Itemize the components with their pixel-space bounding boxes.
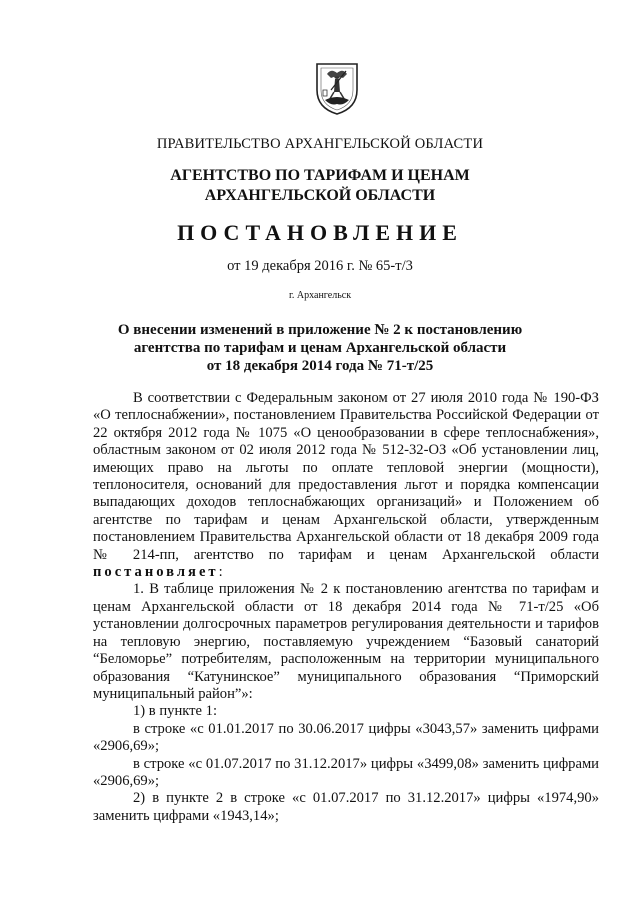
preamble-text: В соответствии с Федеральным законом от 27 июля 2010 года № 190-ФЗ «О теплоснабжении», постановлением Правительства Российской Федерации от 22 октября 2012 года № 1075 «О ценообразовании в сфере теплоснабжения», областным законом от 02 июля 2012 года № 512-32-ОЗ «Об установлении лиц, имеющих право на льготы по оплате тепловой энергии (мощности), теплоносителя, оснований для предоставления льгот и порядка компенсации выпадающих доходов теплоснабжающих организаций» и Положением об агентстве по тарифам и ценам Архангельской области, утвержденным постановлением Правительства Архангельской области от 18 декабря 2009 года № 214-пп, агентство по тарифам и ценам Архангельской области bbox=[93, 390, 599, 563]
document-type: ПОСТАНОВЛЕНИЕ bbox=[177, 220, 463, 245]
coat-of-arms-icon bbox=[313, 60, 361, 116]
document-title bbox=[0, 321, 640, 375]
agency-line-1: АГЕНТСТВО ПО ТАРИФАМ И ЦЕНАМ bbox=[170, 167, 470, 184]
item-1-2-paragraph: 2) в пункте 2 в строке «с 01.07.2017 по 31.12.2017» цифры «1974,90» заменить цифрами «1943,14»; bbox=[93, 790, 599, 824]
agency-name bbox=[0, 166, 640, 206]
title-line-2: агентства по тарифам и ценам Архангельской области bbox=[133, 340, 507, 356]
preamble-end: : bbox=[218, 564, 223, 581]
item-1-1a-paragraph: в строке «с 01.01.2017 по 30.06.2017 цифры «3043,57» заменить цифрами «2906,69»; bbox=[93, 720, 599, 755]
document-body bbox=[93, 390, 599, 825]
government-name: ПРАВИТЕЛЬСТВО АРХАНГЕЛЬСКОЙ ОБЛАСТИ bbox=[156, 136, 484, 152]
title-line-3: от 18 декабря 2014 года № 71-т/25 bbox=[206, 358, 434, 374]
title-line-1: О внесении изменений в приложение № 2 к постановлению bbox=[117, 322, 523, 338]
decree-word: постановляет bbox=[93, 564, 219, 581]
document-city: г. Архангельск bbox=[288, 290, 352, 301]
item-1-paragraph: 1. В таблице приложения № 2 к постановлению агентства по тарифам и ценам Архангельской области от 18 декабря 2014 года № 71-т/25 «Об установлении долгосрочных параметров регулирования деятельности и тарифов на тепловую энергию, поставляемую учреждением “Базовый санаторий “Беломорье” потребителям, расположенным на территории муниципального образования “Катунинское” муниципального образования “Приморский муниципальный район”»: bbox=[93, 581, 599, 702]
agency-line-2: АРХАНГЕЛЬСКОЙ ОБЛАСТИ bbox=[204, 187, 436, 204]
item-1-1b-paragraph: в строке «с 01.07.2017 по 31.12.2017» цифры «3499,08» заменить цифрами «2906,69»; bbox=[93, 755, 599, 789]
item-1-1-paragraph: 1) в пункте 1: bbox=[133, 703, 218, 720]
document-date-number: от 19 декабря 2016 г. № 65-т/3 bbox=[227, 258, 413, 274]
preamble-paragraph bbox=[93, 390, 599, 581]
